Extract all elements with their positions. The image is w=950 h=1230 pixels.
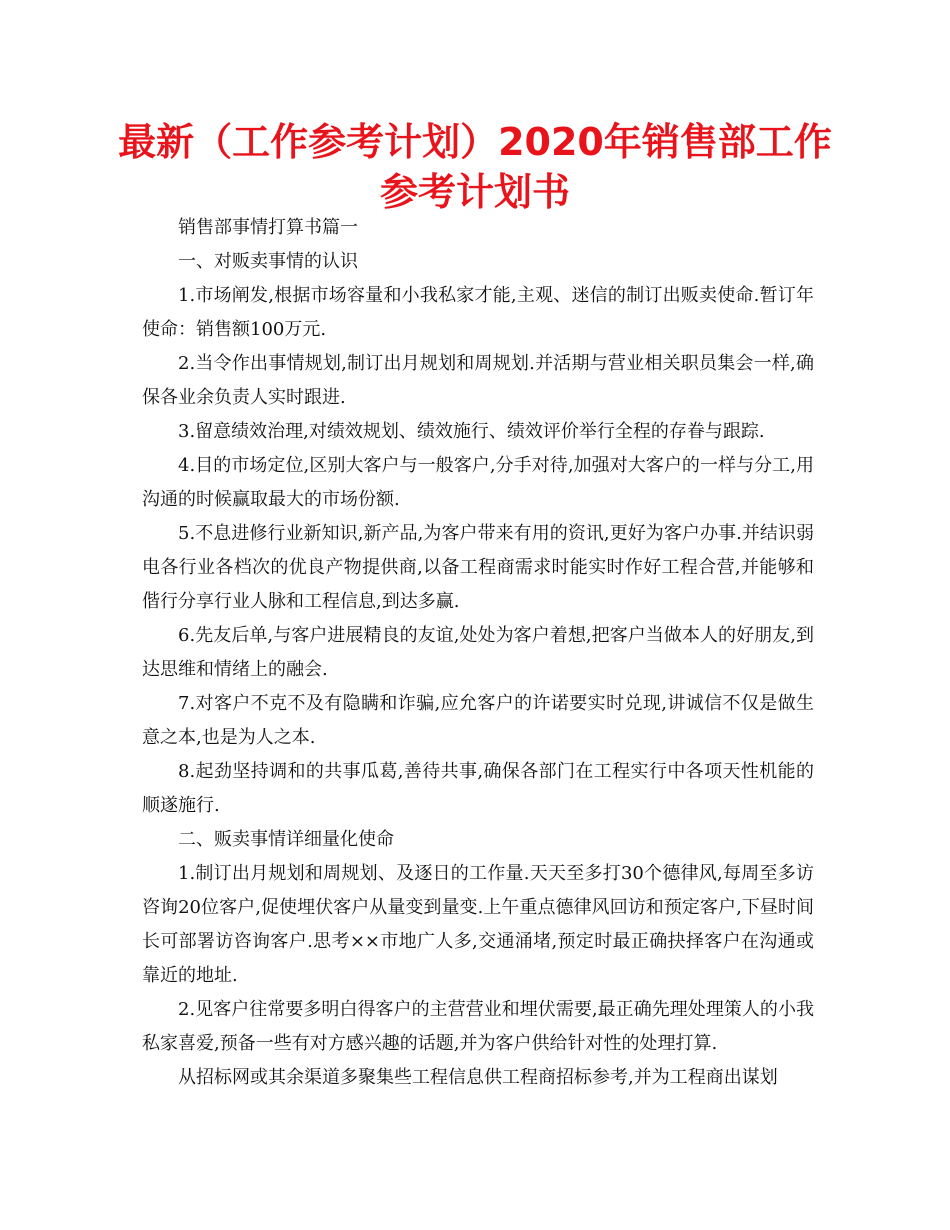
paragraph-heading-2: 二、贩卖事情详细量化使命 (178, 829, 394, 850)
paragraph-task-1: 1.制订出月规划和周规划、及逐日的工作量.天天至多打30个德律风,每周至多访咨询20位客户,促使埋伏客户从量变到量变.上午重点德律风回访和预定客户,下昼时间长可部署访咨询客户.思考××市地广人多,交通涌堵,预定时最正确抉择客户在沟通或靠近的地址. (142, 863, 814, 986)
paragraph-item-3: 3.留意绩效治理,对绩效规划、绩效施行、绩效评价举行全程的存眷与跟踪. (178, 421, 765, 442)
paragraph-item-6: 6.先友后单,与客户进展精良的友谊,处处为客户着想,把客户当做本人的好朋友,到达思维和情绪上的融会. (142, 625, 814, 680)
document-body (142, 211, 814, 1095)
paragraph-item-1: 1.市场阐发,根据市场容量和小我私家才能,主观、迷信的制订出贩卖使命.暂订年使命：销售额100万元. (142, 285, 814, 340)
paragraph-section-heading: 销售部事情打算书篇一 (178, 217, 358, 238)
title-line-1: 最新（工作参考计划）2020年销售部工作 (118, 120, 832, 164)
paragraph-item-4: 4.目的市场定位,区别大客户与一般客户,分手对待,加强对大客户的一样与分工,用沟通的时候赢取最大的市场份额. (142, 455, 814, 510)
title-line-2: 参考计划书 (379, 170, 570, 214)
paragraph-item-8: 8.起劲坚持调和的共事瓜葛,善待共事,确保各部门在工程实行中各项天性机能的顺遂施行. (142, 761, 814, 816)
document-title (100, 117, 850, 217)
paragraph-task-2: 2.见客户往常要多明白得客户的主营营业和埋伏需要,最正确先理处理策人的小我私家喜爱,预备一些有对方感兴趣的话题,并为客户供给针对性的处理打算. (142, 999, 814, 1054)
paragraph-item-5: 5.不息进修行业新知识,新产品,为客户带来有用的资讯,更好为客户办事.并结识弱电各行业各档次的优良产物提供商,以备工程商需求时能实时作好工程合营,并能够和偕行分享行业人脉和工程信息,到达多赢. (142, 523, 814, 612)
paragraph-item-2: 2.当令作出事情规划,制订出月规划和周规划.并活期与营业相关职员集会一样,确保各业余负责人实时跟进. (142, 353, 814, 408)
paragraph-task-3: 从招标网或其余渠道多聚集些工程信息供工程商招标参考,并为工程商出谋划 (178, 1067, 778, 1088)
paragraph-item-7: 7.对客户不克不及有隐瞒和诈骗,应允客户的许诺要实时兑现,讲诚信不仅是做生意之本,也是为人之本. (142, 693, 814, 748)
paragraph-heading-1: 一、对贩卖事情的认识 (178, 251, 358, 272)
